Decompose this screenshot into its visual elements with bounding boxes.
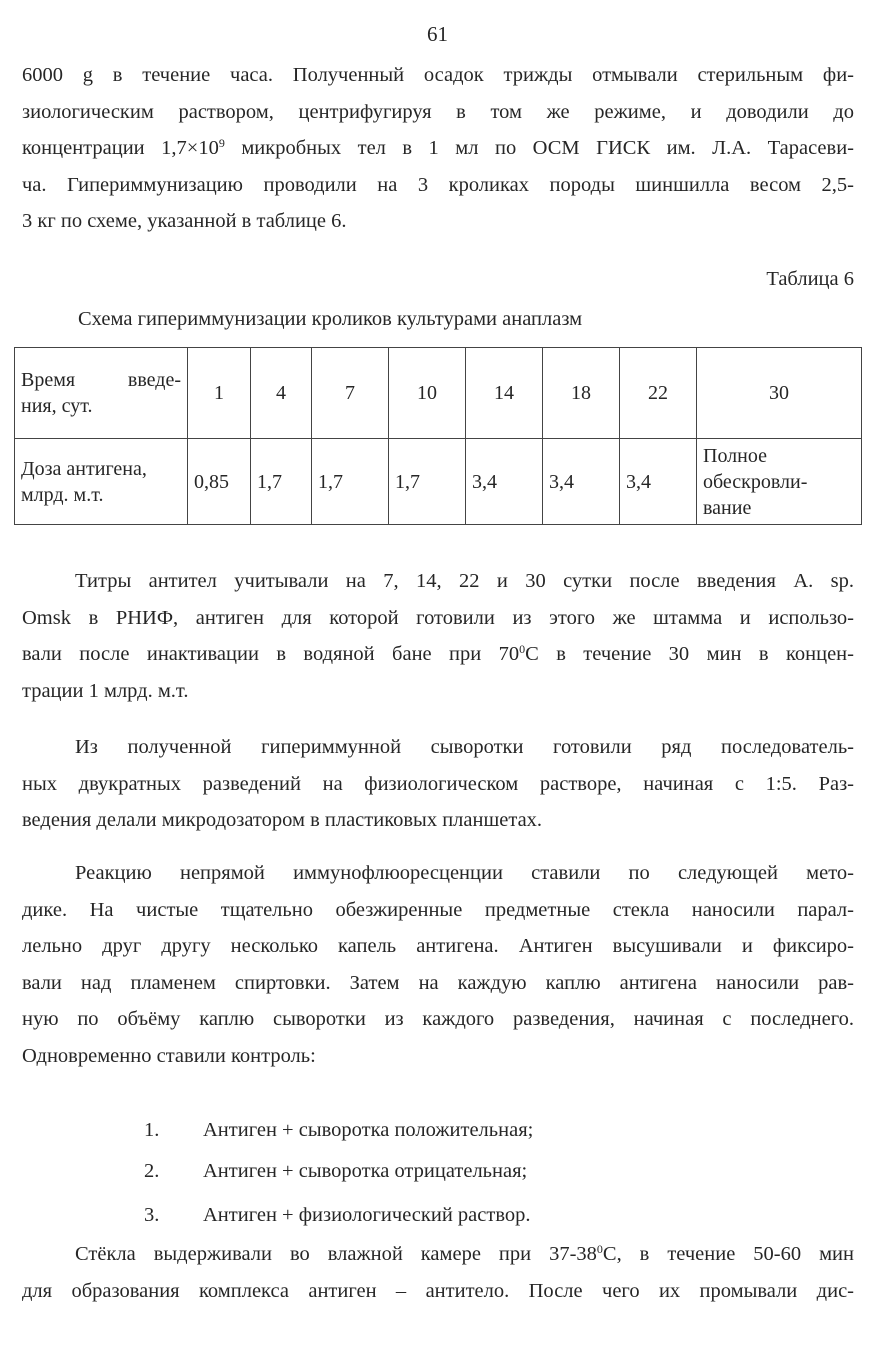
dose-cell: 1,7 <box>251 439 312 525</box>
text-line: вали после инактивации в водяной бане при $70^0С$ в течение 30 мин в концен- <box>22 642 854 665</box>
dose-cell: 1,7 <box>389 439 466 525</box>
dose-cell: 3,4 <box>543 439 620 525</box>
superscript: 0 <box>519 642 526 656</box>
text-line: 3 кг по схеме, указанной в таблице 6. <box>22 210 347 232</box>
text-line: Omsk в РНИФ, антиген для которой готовили из этого же штамма и использо- <box>22 606 854 629</box>
text-line: вали над пламенем спиртовки. Затем на каждую каплю антигена наносили рав- <box>22 971 854 994</box>
day-cell: 30 <box>697 348 862 439</box>
list-number: 1. <box>144 1119 160 1141</box>
day-cell: 14 <box>466 348 543 439</box>
text-line: Из полученной гипериммунной сыворотки готовили ряд последователь- <box>75 736 854 758</box>
day-cell: 22 <box>620 348 697 439</box>
table-title: Схема гипериммунизации кроликов культурами анаплазм <box>78 308 583 330</box>
day-cell: 1 <box>188 348 251 439</box>
text-line: ведения делали микродозатором в пластиковых планшетах. <box>22 809 543 831</box>
list-number: 2. <box>144 1160 160 1182</box>
list-number: 3. <box>144 1204 160 1226</box>
table-row-doses <box>15 439 862 525</box>
text-line: дике. На чистые тщательно обезжиренные предметные стекла наносили парал- <box>22 898 854 921</box>
text-line: ных двукратных разведений на физиологическом растворе, начиная с 1:5. Раз- <box>22 772 854 795</box>
paragraph-dilutions <box>22 729 854 839</box>
superscript: 9 <box>218 136 225 150</box>
day-cell: 18 <box>543 348 620 439</box>
day-cell: 4 <box>251 348 312 439</box>
text-line: Титры антител учитывали на 7, 14, 22 и 30 сутки после введения A. sp. <box>75 570 854 592</box>
text-line: для образования комплекса антиген – антитело. После чего их промывали дис- <box>22 1279 854 1302</box>
list-text: Антиген + сыворотка положительная; <box>203 1119 534 1141</box>
text-line: концентрации $1,7\times 10^9$ микробных тел в 1 мл по ОСМ ГИСК им. Л.А. Тарасеви- <box>22 136 854 159</box>
text-line: зиологическим раствором, центрифугируя в том же режиме, и доводили до <box>22 100 854 123</box>
immunization-scheme-table <box>14 347 862 525</box>
text-line: 6000 g в течение часа. Полученный осадок трижды отмывали стерильным фи- <box>22 64 854 86</box>
text-line: Одновременно ставили контроль: <box>22 1044 316 1067</box>
paragraph-incubation <box>22 1236 854 1309</box>
dose-cell: 1,7 <box>312 439 389 525</box>
dose-cell: 3,4 <box>620 439 697 525</box>
paragraph-antibody-titers <box>22 563 854 709</box>
dose-cell: 3,4 <box>466 439 543 525</box>
list-text: Антиген + сыворотка отрицательная; <box>203 1160 528 1182</box>
text-line: лельно друг другу несколько капель антигена. Антиген высушивали и фиксиро- <box>22 935 854 957</box>
text-line: Стёкла выдерживали во влажной камере при $37-38^0С$, в течение 50-60 мин <box>75 1242 855 1265</box>
table-label: Таблица 6 <box>766 268 854 290</box>
text-line: ча. Гипериммунизацию проводили на 3 кроликах породы шиншилла весом 2,5- <box>22 173 854 196</box>
dose-cell-final: Полное обескровли- вание <box>697 439 862 525</box>
dose-cell: 0,85 <box>188 439 251 525</box>
text-line: трации 1 млрд. м.т. <box>22 679 189 702</box>
row-header-dose: Доза антигена, млрд. м.т. <box>15 439 188 525</box>
text-line: ную по объёму каплю сыворотки из каждого разведения, начиная с последнего. <box>22 1008 854 1030</box>
text-line: Реакцию непрямой иммунофлюоресценции ставили по следующей мето- <box>75 862 854 884</box>
superscript: 0 <box>596 1242 603 1256</box>
day-cell: 10 <box>389 348 466 439</box>
row-header-days: Время введе- ния, сут. <box>15 348 188 439</box>
page-number: 61 <box>427 22 448 46</box>
table-row-days <box>15 348 862 439</box>
paragraph-method <box>22 855 854 1074</box>
paragraph-centrifugation <box>22 57 854 240</box>
list-text: Антиген + физиологический раствор. <box>203 1204 531 1226</box>
day-cell: 7 <box>312 348 389 439</box>
